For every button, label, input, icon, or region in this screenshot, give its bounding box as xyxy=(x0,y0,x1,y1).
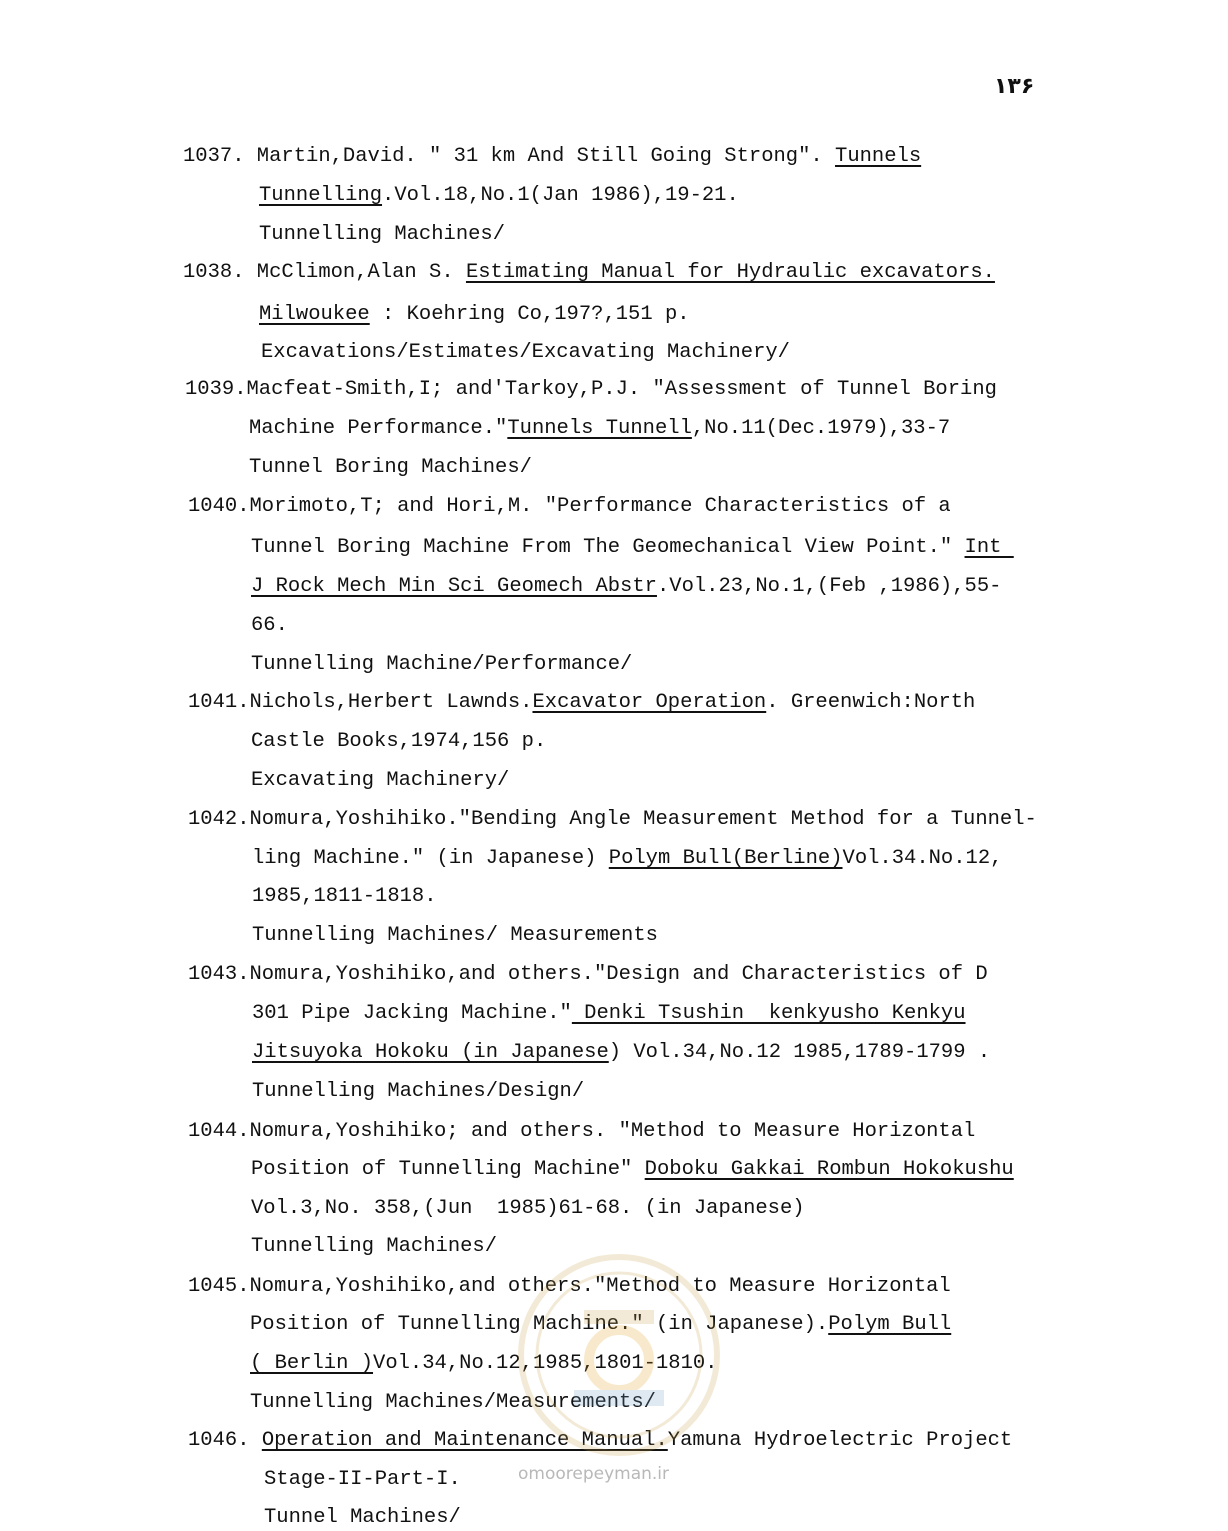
entry-1044-line-1 xyxy=(188,1119,975,1145)
entry-1043-line-1 xyxy=(188,962,988,988)
citation-text: Excavations/Estimates/Excavating Machinery/ xyxy=(261,341,790,364)
citation-text: 1044.Nomura,Yoshihiko; and others. "Method to Measure Horizontal xyxy=(188,1120,976,1143)
citation-text: Vol.3,No. 358,(Jun 1985)61-68. (in Japanese) xyxy=(251,1197,805,1220)
entry-1044-line-4 xyxy=(251,1234,497,1260)
citation-text: 66. xyxy=(251,614,288,637)
citation-text: 1037. Martin,David. " 31 km And Still Going Strong". xyxy=(183,145,836,168)
citation-text: ,No.11(Dec.1979),33-7 xyxy=(691,417,951,440)
citation-text: Position of Tunnelling Machine." (in Japanese). xyxy=(250,1313,829,1336)
citation-text: Castle Books,1974,156 p. xyxy=(251,730,547,753)
citation-source-title: Excavator Operation xyxy=(532,691,767,714)
entry-1038-line-2 xyxy=(259,302,690,328)
entry-1044-line-2 xyxy=(251,1157,1014,1183)
entry-1043-line-4 xyxy=(252,1079,584,1105)
citation-source-title: Int xyxy=(964,536,1014,559)
entry-1043-line-2 xyxy=(252,1001,966,1027)
citation-text: Stage-II-Part-I. xyxy=(264,1468,461,1491)
citation-text: Tunnelling Machines/ Measurements xyxy=(252,924,658,947)
entry-1037-line-1 xyxy=(183,144,921,170)
citation-source-title: Polym Bull(Berline) xyxy=(608,847,843,870)
entry-1041-line-3 xyxy=(251,768,509,794)
citation-source-title: Operation and Maintenance Manual. xyxy=(261,1429,668,1452)
entry-1039-line-2 xyxy=(249,416,950,442)
entry-1044-line-3 xyxy=(251,1196,805,1222)
entry-1040-line-1 xyxy=(188,494,951,520)
citation-source-title: Doboku Gakkai Rombun Hokokushu xyxy=(644,1158,1014,1181)
citation-text: Tunnelling Machines/ xyxy=(251,1235,498,1258)
entry-1041-line-2 xyxy=(251,729,546,755)
entry-1042-line-1 xyxy=(188,807,1037,833)
citation-text: 1041.Nichols,Herbert Lawnds. xyxy=(188,691,533,714)
citation-text: 301 Pipe Jacking Machine." xyxy=(252,1002,572,1025)
citation-text: 1040.Morimoto,T; and Hori,M. "Performance Characteristics of a xyxy=(188,495,951,518)
citation-source-title: Polym Bull xyxy=(828,1313,952,1336)
entry-1042-line-2 xyxy=(252,846,1002,872)
citation-text: Tunnel Boring Machine From The Geomechanical View Point." xyxy=(251,536,965,559)
entry-1040-line-3 xyxy=(251,574,1001,600)
citation-source-title: Denki Tsushin kenkyusho Kenkyu xyxy=(571,1002,966,1025)
citation-source-title: Tunnels xyxy=(835,145,922,168)
citation-text: ) Vol.34,No.12 1985,1789-1799 . xyxy=(608,1041,991,1064)
entry-1038-line-3 xyxy=(261,340,790,366)
citation-text: 1985,1811-1818. xyxy=(252,885,437,908)
entry-1039-line-1 xyxy=(185,377,997,403)
entry-1041-line-1 xyxy=(188,690,975,716)
entry-1046-line-3 xyxy=(264,1505,461,1531)
citation-text: .Vol.18,No.1(Jan 1986),19-21. xyxy=(382,184,739,207)
citation-text: Position of Tunnelling Machine" xyxy=(251,1158,645,1181)
citation-text: 1043.Nomura,Yoshihiko,and others."Design and Characteristics of D xyxy=(188,963,988,986)
citation-source-title: Estimating Manual for Hydraulic excavators. xyxy=(465,261,995,284)
citation-text: Excavating Machinery/ xyxy=(251,769,510,792)
entry-1037-line-2 xyxy=(259,183,739,209)
citation-text: Yamuna Hydroelectric Project xyxy=(667,1429,1013,1452)
citation-text: Tunnelling Machines/ xyxy=(259,223,506,246)
citation-source-title: Jitsuyoka Hokoku (in Japanese xyxy=(252,1041,609,1064)
watermark-text: omoorepeyman.ir xyxy=(518,1464,670,1484)
entry-1040-line-4 xyxy=(251,613,288,639)
entry-1043-line-3 xyxy=(252,1040,990,1066)
citation-text: Vol.34,No.12,1985,1801-1810. xyxy=(373,1352,718,1375)
citation-text: Tunnelling Machines/Measurements/ xyxy=(250,1391,656,1414)
citation-source-title: Milwoukee xyxy=(259,303,370,326)
citation-text: 1046. xyxy=(188,1429,262,1452)
citation-text: Vol.34.No.12, xyxy=(842,847,1003,870)
citation-text: Machine Performance." xyxy=(249,417,508,440)
citation-text: .Vol.23,No.1,(Feb ,1986),55- xyxy=(656,575,1002,598)
citation-source-title: Tunnelling xyxy=(259,184,383,207)
citation-text: Tunnel Boring Machines/ xyxy=(249,456,532,479)
citation-text: : Koehring Co,197?,151 p. xyxy=(369,303,690,326)
entry-1040-line-2 xyxy=(251,535,1014,561)
entry-1040-line-5 xyxy=(251,652,632,678)
citation-text: 1042.Nomura,Yoshihiko."Bending Angle Measurement Method for a Tunnel- xyxy=(188,808,1037,831)
entry-1037-line-3 xyxy=(259,222,505,248)
entry-1038-line-1 xyxy=(183,260,995,286)
citation-source-title: Tunnels Tunnell xyxy=(507,417,692,440)
citation-text: . Greenwich:North xyxy=(766,691,976,714)
citation-text: 1038. McClimon,Alan S. xyxy=(183,261,466,284)
citation-text: Tunnelling Machines/Design/ xyxy=(252,1080,585,1103)
citation-text: 1045.Nomura,Yoshihiko,and others."Method to Measure Horizontal xyxy=(188,1275,951,1298)
citation-source-title: ( Berlin ) xyxy=(250,1352,374,1375)
watermark-logo-icon xyxy=(514,1250,724,1460)
citation-source-title: J Rock Mech Min Sci Geomech Abstr xyxy=(251,575,657,598)
entry-1042-line-4 xyxy=(252,923,658,949)
citation-text: Tunnelling Machine/Performance/ xyxy=(251,653,633,676)
citation-text: Tunnel Machines/ xyxy=(264,1506,461,1529)
entry-1046-line-2 xyxy=(264,1467,461,1493)
citation-text: ling Machine." (in Japanese) xyxy=(252,847,609,870)
entry-1042-line-3 xyxy=(252,884,437,910)
citation-text: 1039.Macfeat-Smith,I; and'Tarkoy,P.J. "Assessment of Tunnel Boring xyxy=(185,378,997,401)
page-number: ۱۳۶ xyxy=(994,74,1035,99)
entry-1039-line-3 xyxy=(249,455,532,481)
